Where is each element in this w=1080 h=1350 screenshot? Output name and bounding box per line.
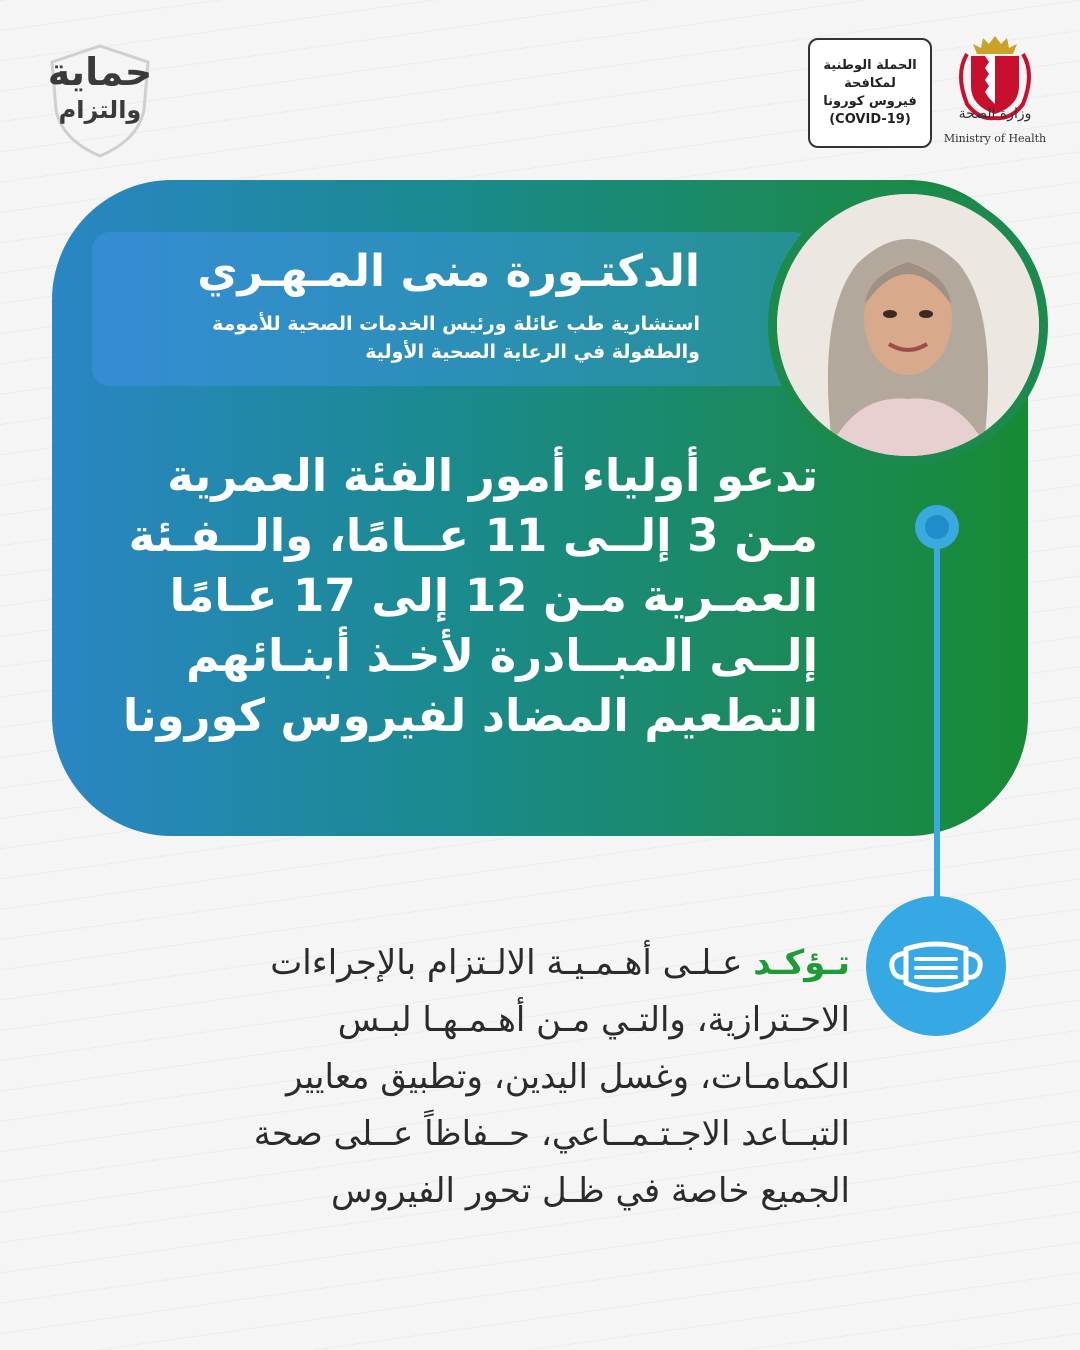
main-line-1: تدعو أولياء أمور الفئة العمرية xyxy=(167,449,818,502)
ministry-name-english: Ministry of Health xyxy=(943,132,1047,145)
campaign-line-3: فيروس كورونا xyxy=(823,94,917,109)
connector-line xyxy=(934,540,940,900)
main-line-4: إلــى المبــادرة لأخـذ أبنـائهم xyxy=(186,629,818,682)
body-line-3: الكمامـات، وغسل اليدين، وتطبيق معايير xyxy=(286,1057,850,1097)
doctor-name: الدكتـورة منى المـهـري xyxy=(197,246,700,297)
doctor-photo-frame xyxy=(768,185,1048,465)
body-highlight: تـؤكـد xyxy=(753,943,850,983)
ministry-name-arabic: وزارة الصحة xyxy=(958,106,1032,122)
campaign-badge xyxy=(808,38,932,148)
main-line-3: العمـرية مـن 12 إلى 17 عـامًا xyxy=(169,569,818,622)
main-line-2: مـن 3 إلــى 11 عــامًا، والــفـئة xyxy=(128,509,818,562)
body-line-1 xyxy=(90,935,850,992)
body-line-2: الاحـترازية، والتـي مـن أهـمـهـا لبـس xyxy=(337,1000,850,1040)
doctor-title xyxy=(110,310,700,366)
main-statement xyxy=(70,446,818,746)
body-line-4: التبــاعد الاجـتـمــاعي، حــفاظاً عــلى صحة xyxy=(253,1114,850,1154)
body-line-1-rest: عـلـى أهـمـيـة الالـتزام بالإجراءات xyxy=(270,943,754,983)
campaign-line-4: (COVID-19) xyxy=(829,112,911,127)
body-line-5: الجميع خاصة في ظـل تحور الفيروس xyxy=(331,1171,850,1211)
logo-word-commitment: والتزام xyxy=(58,96,142,124)
body-statement xyxy=(90,935,850,1220)
doctor-title-line-2: والطفولة في الرعاية الصحية الأولية xyxy=(365,341,700,363)
logo-word-protection: حماية xyxy=(47,50,153,94)
main-line-5: التطعيم المضاد لفيروس كورونا xyxy=(122,689,818,742)
face-mask-icon xyxy=(866,896,1006,1036)
doctor-title-line-1: استشارية طب عائلة ورئيس الخدمات الصحية للأمومة xyxy=(212,313,700,335)
campaign-line-2: لمكافحة xyxy=(844,76,896,91)
campaign-line-1: الحملة الوطنية xyxy=(823,58,917,73)
doctor-photo xyxy=(777,194,1039,456)
